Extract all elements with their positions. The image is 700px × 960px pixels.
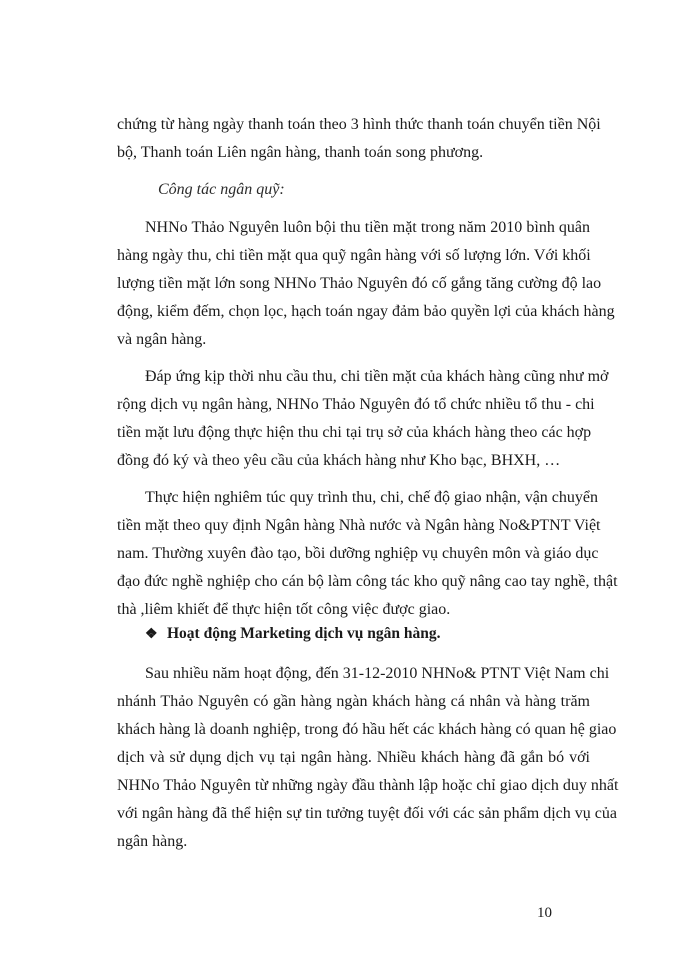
paragraph-line: động, kiểm đếm, chọn lọc, hạch toán ngay đảm bảo quyền lợi của khách hàng bbox=[117, 303, 615, 320]
paragraph-line: Thực hiện nghiêm túc quy trình thu, chi, chế độ giao nhận, vận chuyển bbox=[145, 489, 598, 506]
diamond-bullet-icon: ❖ bbox=[145, 627, 158, 642]
paragraph-line: đồng đó ký và theo yêu cầu của khách hàng như Kho bạc, BHXH, … bbox=[117, 452, 561, 469]
paragraph-line: chứng từ hàng ngày thanh toán theo 3 hình thức thanh toán chuyển tiền Nội bbox=[117, 116, 601, 133]
paragraph-line: hàng ngày thu, chi tiền mặt qua quỹ ngân hàng với số lượng lớn. Với khối bbox=[117, 247, 591, 264]
paragraph-line: khách hàng là doanh nghiệp, trong đó hầu hết các khách hàng có quan hệ giao bbox=[117, 721, 617, 738]
paragraph-line: tiền mặt lưu động thực hiện thu chi tại trụ sở của khách hàng theo các hợp bbox=[117, 424, 592, 441]
paragraph-line: với ngân hàng đã thể hiện sự tin tưởng tuyệt đối với các sản phẩm dịch vụ của bbox=[117, 805, 617, 822]
section-heading bbox=[145, 624, 440, 645]
paragraph-line: Đáp ứng kịp thời nhu cầu thu, chi tiền mặt của khách hàng cũng như mở bbox=[145, 368, 609, 385]
paragraph-line: rộng dịch vụ ngân hàng, NHNo Thảo Nguyên đó tổ chức nhiều tổ thu - chi bbox=[117, 396, 595, 413]
paragraph-line: nam. Thường xuyên đào tạo, bồi dưỡng nghiệp vụ chuyên môn và giáo dục bbox=[117, 545, 599, 562]
section-heading-text: Hoạt động Marketing dịch vụ ngân hàng. bbox=[167, 625, 441, 642]
paragraph-line: lượng tiền mặt lớn song NHNo Thảo Nguyên đó cố gắng tăng cường độ lao bbox=[117, 275, 602, 292]
paragraph-line: ngân hàng. bbox=[117, 833, 188, 850]
paragraph-line: bộ, Thanh toán Liên ngân hàng, thanh toán song phương. bbox=[117, 144, 484, 161]
paragraph-line: và ngân hàng. bbox=[117, 331, 207, 348]
paragraph-line: nhánh Thảo Nguyên có gần hàng ngàn khách hàng cá nhân và hàng trăm bbox=[117, 693, 590, 710]
paragraph-line: NHNo Thảo Nguyên luôn bội thu tiền mặt trong năm 2010 bình quân bbox=[145, 219, 590, 236]
paragraph-line: thà ,liêm khiết để thực hiện tốt công việc được giao. bbox=[117, 601, 451, 618]
paragraph-line: dịch và sử dụng dịch vụ tại ngân hàng. Nhiều khách hàng đã gắn bó với bbox=[117, 749, 590, 766]
paragraph-line: Sau nhiều năm hoạt động, đến 31-12-2010 NHNo& PTNT Việt Nam chi bbox=[145, 665, 610, 682]
paragraph-line: tiền mặt theo quy định Ngân hàng Nhà nước và Ngân hàng No&PTNT Việt bbox=[117, 517, 601, 534]
paragraph-line: đạo đức nghề nghiệp cho cán bộ làm công tác kho quỹ nâng cao tay nghề, thật bbox=[117, 573, 618, 590]
page-number: 10 bbox=[537, 905, 552, 921]
paragraph-line: NHNo Thảo Nguyên từ những ngày đầu thành lập hoặc chỉ giao dịch duy nhất bbox=[117, 777, 619, 794]
section-subheading: Công tác ngân quỹ: bbox=[158, 181, 285, 198]
